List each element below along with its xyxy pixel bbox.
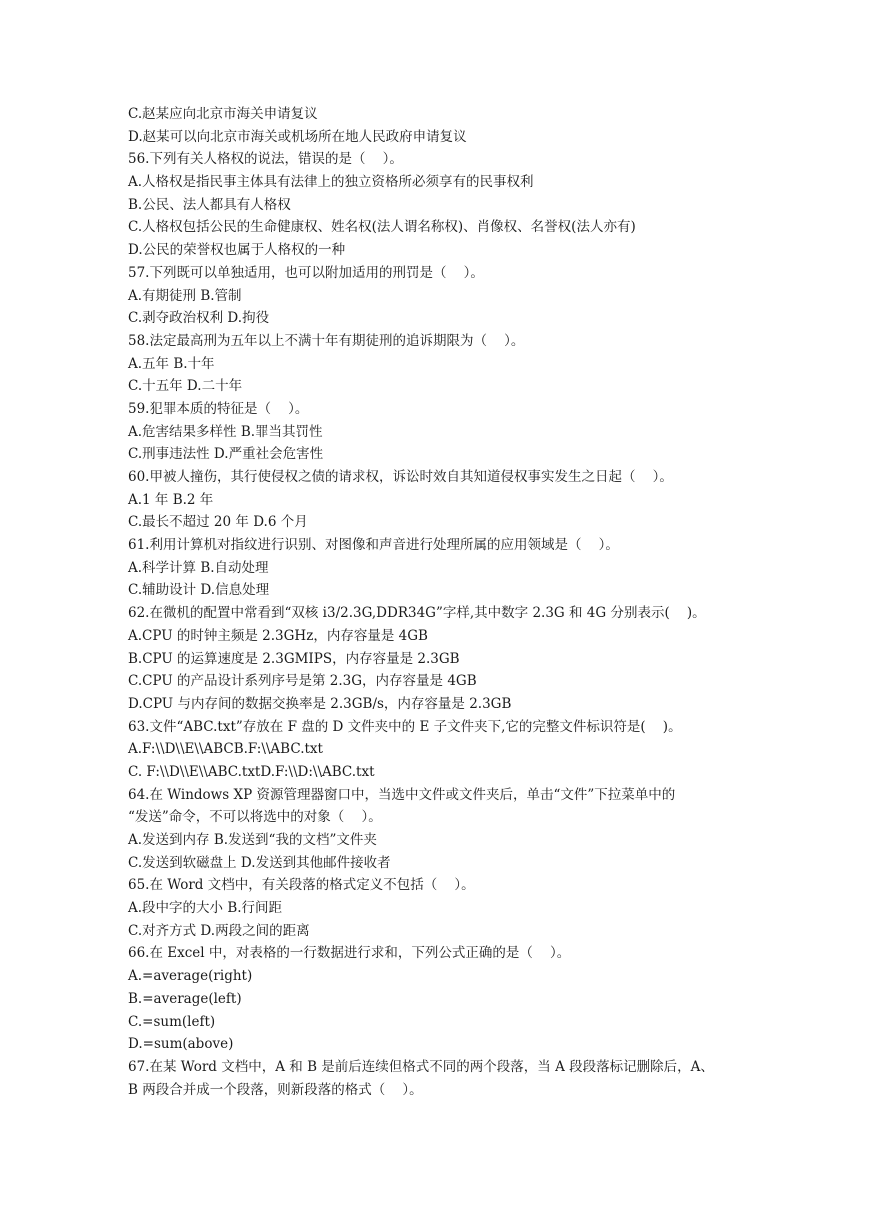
answer-option-line: C.=sum(left) <box>128 1013 216 1030</box>
answer-option-line: A.1 年 B.2 年 <box>128 491 214 508</box>
answer-option-line: C.剥夺政治权利 D.拘役 <box>128 310 270 327</box>
answer-option-line: C.辅助设计 D.信息处理 <box>128 582 270 599</box>
question-stem-line: 58.法定最高刑为五年以上不满十年有期徒刑的追诉期限为（ ）。 <box>128 332 525 349</box>
answer-option-line: C.十五年 D.二十年 <box>128 378 243 395</box>
question-stem-line: “发送”命令，不可以将选中的对象（ ）。 <box>128 809 382 826</box>
answer-option-line: A.五年 B.十年 <box>128 355 215 372</box>
answer-option-line: D.CPU 与内存间的数据交换率是 2.3GB/s，内存容量是 2.3GB <box>128 695 512 712</box>
question-stem-line: B 两段合并成一个段落，则新段落的格式（ ）。 <box>128 1081 423 1098</box>
answer-option-line: B.公民、法人都具有人格权 <box>128 196 291 213</box>
answer-option-line: C.最长不超过 20 年 D.6 个月 <box>128 514 308 531</box>
answer-option-line: C.发送到软磁盘上 D.发送到其他邮件接收者 <box>128 854 391 871</box>
answer-option-line: A.危害结果多样性 B.罪当其罚性 <box>128 423 323 440</box>
answer-option-line: A.有期徒刑 B.管制 <box>128 287 242 304</box>
answer-option-line: B.CPU 的运算速度是 2.3GMIPS，内存容量是 2.3GB <box>128 650 460 667</box>
question-stem-line: 61.利用计算机对指纹进行识别、对图像和声音进行处理所属的应用领域是（ ）。 <box>128 537 619 554</box>
answer-option-line: D.=sum(above) <box>128 1036 234 1053</box>
answer-option-line: C.对齐方式 D.两段之间的距离 <box>128 922 310 939</box>
answer-option-line: A.科学计算 B.自动处理 <box>128 559 269 576</box>
question-stem-line: 56.下列有关人格权的说法，错误的是（ ）。 <box>128 151 403 168</box>
answer-option-line: A.CPU 的时钟主频是 2.3GHz，内存容量是 4GB <box>128 627 428 644</box>
question-stem-line: 66.在 Excel 中，对表格的一行数据进行求和，下列公式正确的是（ ）。 <box>128 945 571 962</box>
answer-option-line: D.公民的荣誉权也属于人格权的一种 <box>128 242 346 259</box>
question-stem-line: 62.在微机的配置中常看到“双核 i3/2.3G,DDR34G”字样,其中数字 2.3G 和 4G 分别表示( )。 <box>128 605 706 622</box>
question-stem-line: 57.下列既可以单独适用，也可以附加适用的刑罚是（ ）。 <box>128 264 484 281</box>
answer-option-line: C.刑事违法性 D.严重社会危害性 <box>128 446 324 463</box>
question-stem-line: 67.在某 Word 文档中，A 和 B 是前后连续但格式不同的两个段落，当 A 段段落标记删除后，A、 <box>128 1058 714 1075</box>
answer-option-line: D.赵某可以向北京市海关或机场所在地人民政府申请复议 <box>128 128 467 145</box>
question-stem-line: 63.文件“ABC.txt”存放在 F 盘的 D 文件夹中的 E 子文件夹下,它的完整文件标识符是( )。 <box>128 718 682 735</box>
answer-option-line: A.人格权是指民事主体具有法律上的独立资格所必须享有的民事权利 <box>128 174 534 191</box>
document-body <box>128 103 753 1101</box>
answer-option-line: A.F:\\D\\E\\ABCB.F:\\ABC.txt <box>128 741 323 758</box>
answer-option-line: A.发送到内存 B.发送到“我的文档”文件夹 <box>128 832 377 848</box>
answer-option-line: A.段中字的大小 B.行间距 <box>128 900 283 917</box>
answer-option-line: C.CPU 的产品设计系列序号是第 2.3G，内存容量是 4GB <box>128 673 477 690</box>
answer-option-line: C. F:\\D\\E\\ABC.txtD.F:\\D:\\ABC.txt <box>128 763 375 780</box>
question-stem-line: 64.在 Windows XP 资源管理器窗口中，当选中文件或文件夹后，单击“文件”下拉菜单中的 <box>128 786 676 803</box>
answer-option-line: C.赵某应向北京市海关申请复议 <box>128 106 318 122</box>
answer-option-line: A.=average(right) <box>128 968 253 985</box>
answer-option-line: B.=average(left) <box>128 990 242 1007</box>
question-stem-line: 59.犯罪本质的特征是（ ）。 <box>128 400 309 417</box>
question-stem-line: 65.在 Word 文档中，有关段落的格式定义不包括（ ）。 <box>128 877 475 894</box>
question-stem-line: 60.甲被人撞伤，其行使侵权之债的请求权，诉讼时效自其知道侵权事实发生之日起（ ）。 <box>128 469 673 485</box>
answer-option-line: C.人格权包括公民的生命健康权、姓名权(法人谓名称权)、肖像权、名誉权(法人亦有) <box>128 219 636 236</box>
